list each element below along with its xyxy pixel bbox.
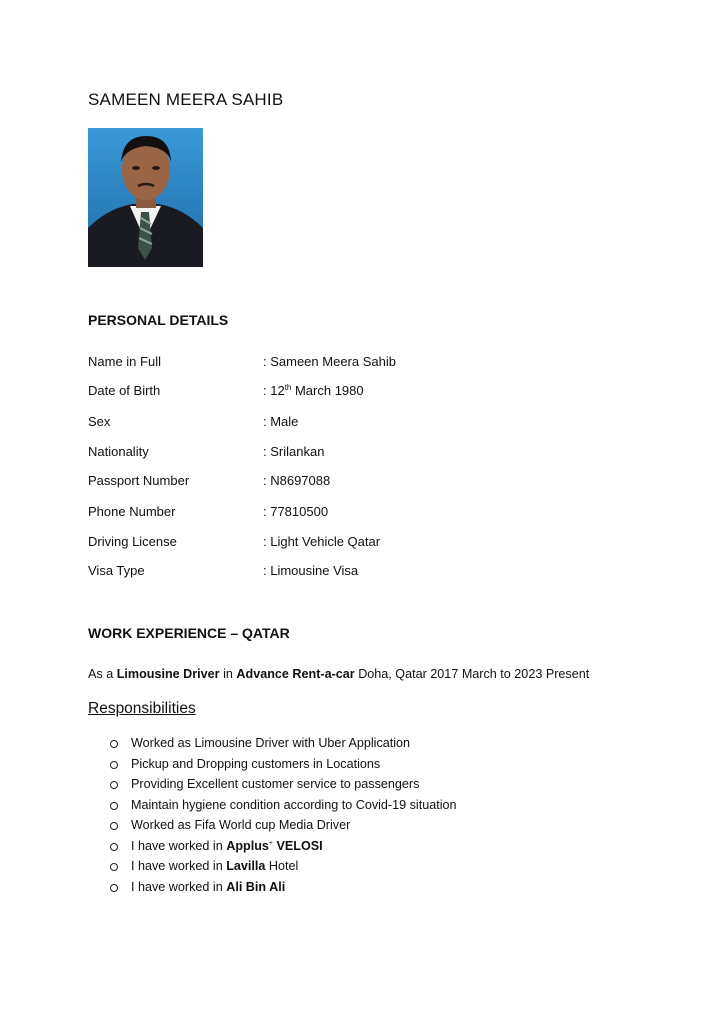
dob-day: : 12 xyxy=(263,383,285,398)
work-experience-title: WORK EXPERIENCE – QATAR xyxy=(88,625,290,641)
detail-value: : Light Vehicle Qatar xyxy=(263,534,381,549)
detail-value: : Sameen Meera Sahib xyxy=(263,354,396,369)
work-text: Doha, Qatar 2017 March to 2023 Present xyxy=(354,667,590,681)
work-role: Limousine Driver xyxy=(116,667,220,681)
detail-value: : Male xyxy=(263,414,299,429)
circle-bullet-icon xyxy=(110,843,118,851)
detail-row-name xyxy=(88,354,588,374)
list-item-text: Hotel xyxy=(265,859,299,873)
detail-value xyxy=(263,383,364,398)
dob-month-year: March 1980 xyxy=(291,383,364,398)
detail-value: : N8697088 xyxy=(263,473,331,488)
detail-label: Driving License xyxy=(88,534,177,549)
circle-bullet-icon xyxy=(110,822,118,830)
work-text: in xyxy=(219,667,237,681)
detail-label: Phone Number xyxy=(88,504,176,519)
detail-row-phone xyxy=(88,504,588,524)
list-item-text: I have worked in xyxy=(131,859,227,873)
detail-value: : Srilankan xyxy=(263,444,325,459)
profile-photo xyxy=(88,128,203,267)
list-item-text: Maintain hygiene condition according to Covid-19 situation xyxy=(131,797,457,812)
circle-bullet-icon xyxy=(110,802,118,810)
detail-value: : Limousine Visa xyxy=(263,563,359,578)
detail-label: Date of Birth xyxy=(88,383,161,398)
list-item-text: Providing Excellent customer service to passengers xyxy=(131,777,420,791)
employer-name-sup: + xyxy=(268,839,273,847)
employer-name: Ali Bin Ali xyxy=(226,879,286,894)
list-item xyxy=(110,757,457,778)
employer-name: Lavilla xyxy=(226,859,266,873)
list-item-text: I have worked in xyxy=(131,838,227,853)
circle-bullet-icon xyxy=(110,884,118,892)
responsibilities-heading: Responsibilities xyxy=(88,700,196,717)
list-item xyxy=(110,777,457,798)
list-item-text: I have worked in xyxy=(131,879,227,894)
resume-name-heading: SAMEEN MEERA SAHIB xyxy=(88,90,284,109)
work-text: As a xyxy=(88,667,117,681)
responsibilities-list xyxy=(110,736,457,900)
detail-row-nationality xyxy=(88,444,588,464)
detail-value: : 77810500 xyxy=(263,504,329,519)
circle-bullet-icon xyxy=(110,761,118,769)
detail-label: Passport Number xyxy=(88,473,190,488)
circle-bullet-icon xyxy=(110,781,118,789)
list-item-text: Worked as Limousine Driver with Uber Application xyxy=(131,736,411,750)
list-item xyxy=(110,736,457,757)
list-item-text: Worked as Fifa World cup Media Driver xyxy=(131,818,351,832)
list-item xyxy=(110,798,457,819)
work-company: Advance Rent-a-car xyxy=(236,667,355,681)
employer-name: VELOSI xyxy=(273,838,323,853)
employer-name: Applus xyxy=(226,838,269,853)
list-item xyxy=(110,818,457,839)
list-item xyxy=(110,859,457,880)
list-item xyxy=(110,880,457,901)
work-experience-line xyxy=(88,667,589,681)
detail-row-visa xyxy=(88,563,588,583)
detail-row-passport xyxy=(88,473,588,493)
detail-label: Visa Type xyxy=(88,563,145,578)
detail-label: Name in Full xyxy=(88,354,161,369)
list-item-text: Pickup and Dropping customers in Locations xyxy=(131,756,381,771)
detail-row-license xyxy=(88,534,588,554)
detail-label: Sex xyxy=(88,414,111,429)
circle-bullet-icon xyxy=(110,740,118,748)
personal-details-title: PERSONAL DETAILS xyxy=(88,312,229,328)
detail-label: Nationality xyxy=(88,444,149,459)
detail-row-sex xyxy=(88,414,588,434)
dob-day-suffix: th xyxy=(284,383,292,392)
detail-row-dob xyxy=(88,383,588,403)
circle-bullet-icon xyxy=(110,863,118,871)
list-item xyxy=(110,839,457,860)
